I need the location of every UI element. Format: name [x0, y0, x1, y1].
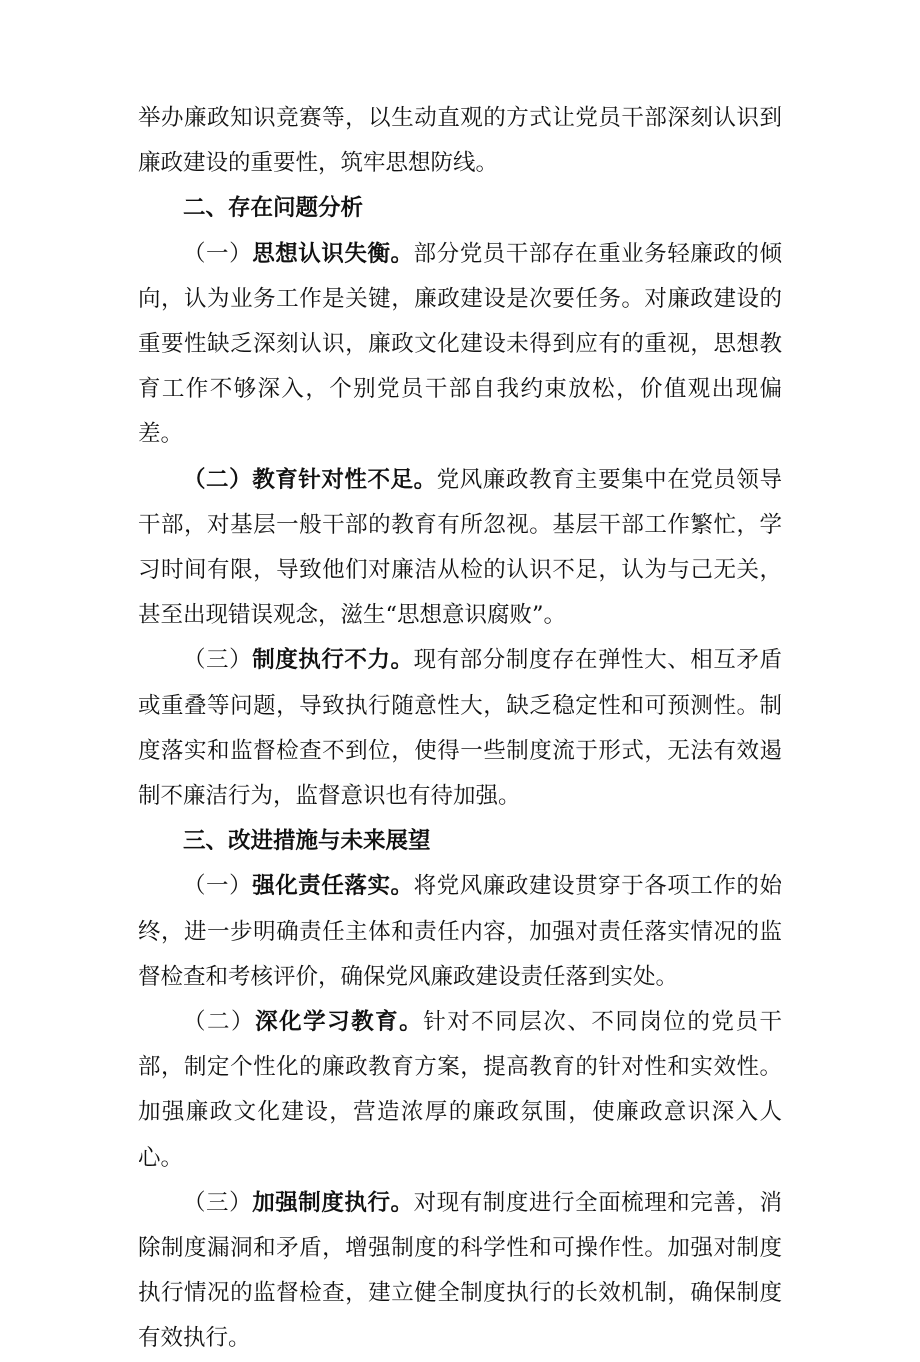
- section-2-item-3: [138, 638, 782, 819]
- item-title: 强化责任落实。: [252, 873, 414, 900]
- item-body: 现有部分制度存在弹性大、相互矛盾或重叠等问题，导致执行随意性大，缺乏稳定性和可预测性。制度落实和监督检查不到位，使得一些制度流于形式，无法有效遏制不廉洁行为，监督意识也有待加强。: [138, 647, 782, 810]
- section-3-heading: 三、改进措施与未来展望: [183, 828, 431, 855]
- item-prefix: （二）: [183, 1009, 256, 1036]
- item-body: 将党风廉政建设贯穿于各项工作的始终，进一步明确责任主体和责任内容，加强对责任落实情况的监督检查和考核评价，确保党风廉政建设责任落到实处。: [138, 873, 782, 990]
- intro-paragraph: 举办廉政知识竞赛等，以生动直观的方式让党员干部深刻认识到廉政建设的重要性，筑牢思想防线。: [138, 105, 782, 177]
- item-title: 思想认识失衡。: [252, 240, 414, 267]
- section-2-heading: 二、存在问题分析: [183, 195, 364, 222]
- item-body: 对现有制度进行全面梳理和完善，消除制度漏洞和矛盾，增强制度的科学性和可操作性。加强对制度执行情况的监督检查，建立健全制度执行的长效机制，确保制度有效执行。: [138, 1189, 782, 1352]
- item-body: 针对不同层次、不同岗位的党员干部，制定个性化的廉政教育方案，提高教育的针对性和实效性。加强廉政文化建设，营造浓厚的廉政氛围，使廉政意识深入人心。: [138, 1009, 782, 1171]
- item-title: 制度执行不力。: [252, 647, 414, 674]
- item-body: 部分党员干部存在重业务轻廉政的倾向，认为业务工作是关键，廉政建设是次要任务。对廉政建设的重要性缺乏深刻认识，廉政文化建设未得到应有的重视，思想教育工作不够深入，个别党员干部自我约束放松，价值观出现偏差。: [138, 240, 782, 448]
- section-3-item-2: [138, 1000, 782, 1181]
- item-prefix: （三）: [183, 1189, 253, 1216]
- section-3-item-1: [138, 864, 782, 1000]
- section-2-item-2: [138, 458, 782, 639]
- section-2-item-1: [138, 232, 782, 458]
- item-title: 教育针对性不足。: [252, 466, 437, 493]
- item-body: 党风廉政教育主要集中在党员领导干部，对基层一般干部的教育有所忽视。基层干部工作繁忙，学习时间有限，导致他们对廉洁从检的认识不足，认为与己无关，甚至出现错误观念，滋生“思想意识腐败”。: [138, 466, 782, 629]
- item-prefix: （一）: [183, 240, 253, 267]
- item-prefix: （三）: [183, 647, 253, 674]
- item-title: 深化学习教育。: [255, 1009, 424, 1036]
- section-3-item-3: [138, 1181, 782, 1362]
- document-page: [138, 96, 782, 1362]
- item-prefix: （一）: [183, 873, 253, 900]
- item-title: 加强制度执行。: [252, 1189, 414, 1216]
- item-prefix: （二）: [183, 466, 253, 493]
